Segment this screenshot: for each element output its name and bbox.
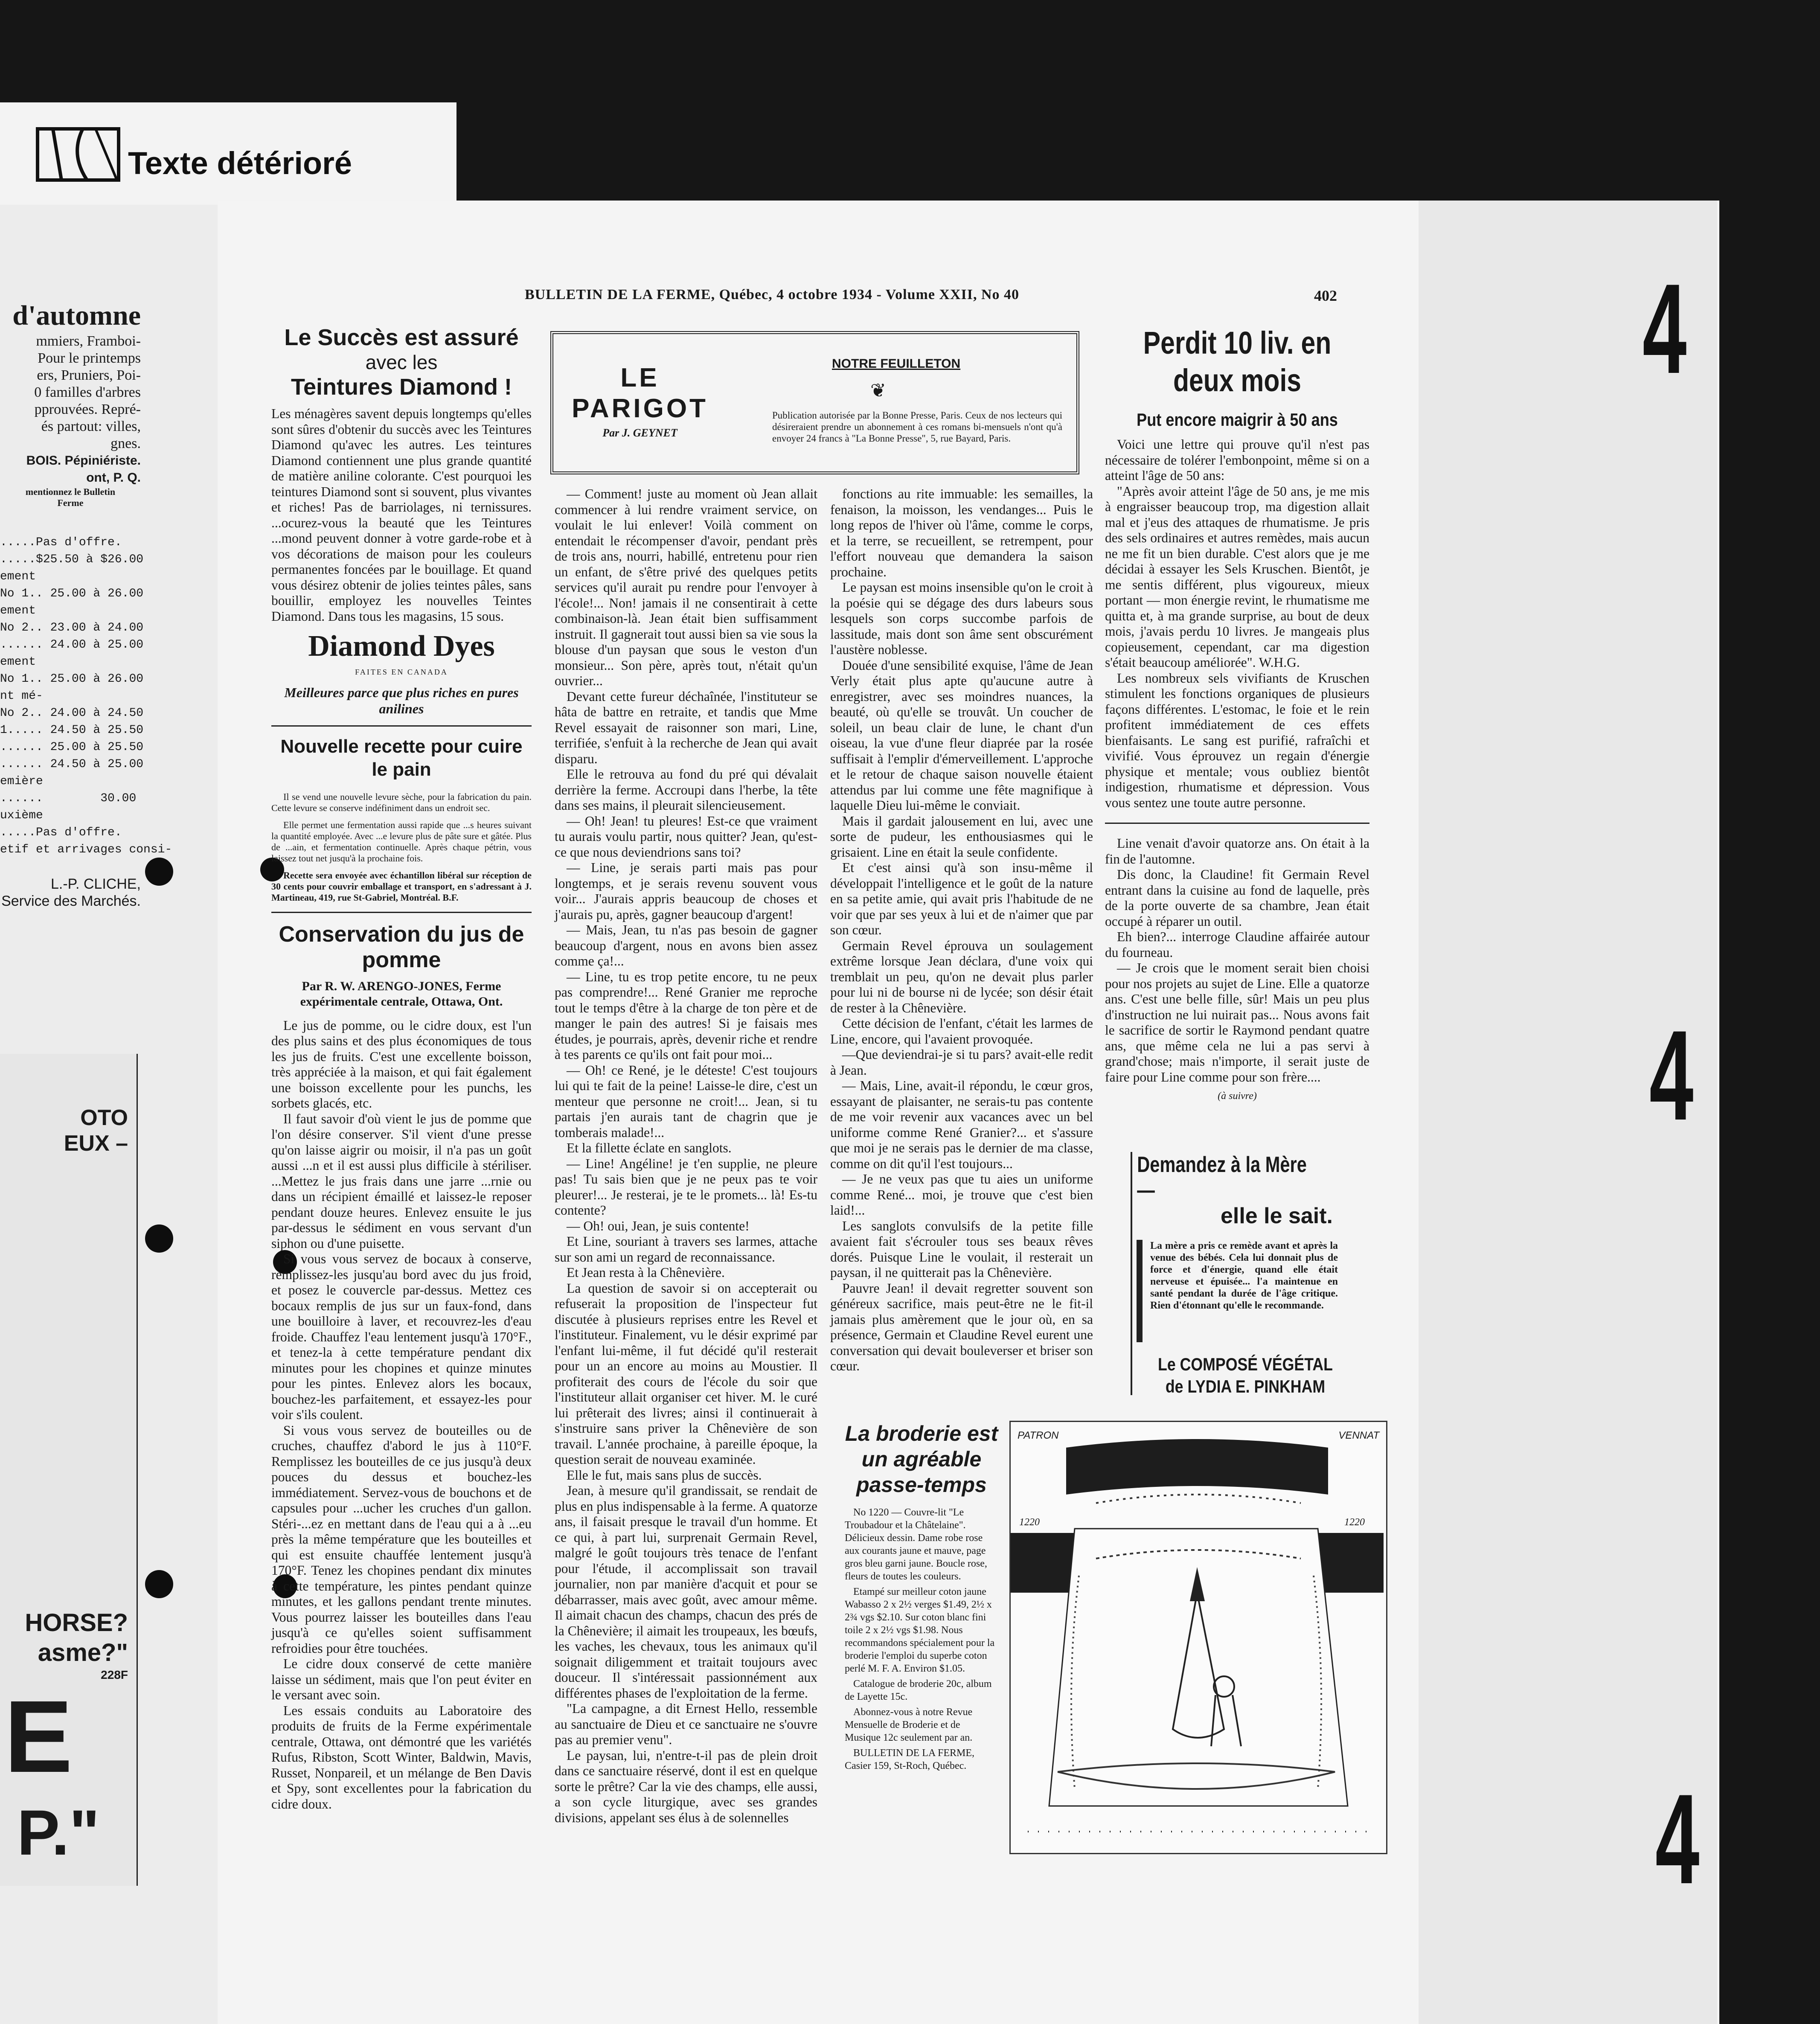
feuilleton-section-label: NOTRE FEUILLETON	[832, 357, 961, 371]
column-1	[271, 324, 532, 1812]
ornament-icon: ❦	[870, 380, 886, 401]
market-row: .....$25.50 à $26.00	[0, 553, 144, 566]
pattern-label-1: PATRON	[1018, 1430, 1059, 1441]
lydia-title-2: elle le sait.	[1220, 1204, 1333, 1228]
article-paragraph: Si vous vous servez de bocaux à conserve, remplissez-les jusqu'au bord avec du jus froid, et posez le couvercle par-dessus. Mettez ces bocaux remplis de jus sur un faux-fond, dans une bouilloire à laver, et recouvrez-les d'eau froide. Chauffez l'eau lentement jusqu'à 170°F., et tenez-la à cette température pendant dix minutes pour les chopines et quinze minutes pour les pintes. Enlevez alors les bocaux, bouchez-les parfaitement, et essayez-les pour voir s'ils coulent.	[271, 1251, 532, 1422]
market-row: emière	[0, 775, 43, 788]
prev-ad-line: mmiers, Framboi-	[36, 333, 141, 349]
punch-hole	[145, 1570, 173, 1598]
feuilleton-paragraph: — Je ne veux pas que tu aies un uniforme comme René... moi, je trouve que c'est bien laid!...	[830, 1172, 1093, 1218]
diamond-ad-body: Les ménagères savent depuis longtemps qu'elles sont sûres d'obtenir du succès avec les Teintures Diamond qu'avec les autres. Les teintures Diamond contiennent une plus grande quantité de matière aniline colorante. C'est pourquoi les teintures Diamond sont si souvent, plus vivantes et riches! Pas de barriolages, ni ternissures. ...ocurez-vous la beauté que les Teintures ...mond peuvent donner à votre garde-robe et à vos décorations de maison pour les couleurs permanentes foncées par le bouillage. Et quand vous désirez obtenir de jolies teintes pâles, sans bouillir, employez les nouvelles Teintes Diamond. Dans tous les magasins, 15 sous.	[271, 406, 532, 624]
feuilleton-paragraph: Devant cette fureur déchaînée, l'instituteur se hâta de battre en retraite, et tandis que Mme Revel essayait de raisonner son mari, Line, terrifiée, s'enfuit à la recherche de Jean qui avait disparu.	[555, 689, 817, 766]
feuilleton-paragraph: Eh bien?... interroge Claudine affairée autour du fourneau.	[1105, 929, 1369, 960]
feuilleton-paragraph: Jean, à mesure qu'il grandissait, se rendait de plus en plus indispensable à la ferme. A quatorze ans, il faisait presque le travail d'un homme. Et ce qui, à part lui, surprenait Germain Revel, malgré le goût toujours très tenace de l'enfant pour l'étude, il accomplissait son travail journalier, non par manière d'acquit et pour se débarrasser, mais avec goût, avec amour même. Il aimait chacun des champs, chacun des prés de la Chênevière; il aimait les troupeaux, les bœufs, les vaches, les chevaux, tous les animaux qu'il soignait diligemment et traitait toujours avec douceur. Il s'intéressait passionnément aux différentes phases de l'exploitation de la ferme.	[555, 1483, 817, 1701]
feuilleton-paragraph: Elle le fut, mais sans plus de succès.	[567, 1467, 762, 1483]
feuilleton-paragraph: Elle le retrouva au fond du pré qui dévalait derrière la ferme. Accroupi dans l'herbe, la tête dans ses mains, il pleurait silencieusement.	[555, 767, 817, 813]
feuilleton-paragraph: Douée d'une sensibilité exquise, l'âme de Jean Verly était plus apte qu'aucune autre à enregistrer, avec ses moindres nuances, la beauté, où qu'elle se trouvât. Un coucher de soleil, un beau clair de lune, le chant d'un oiseau, la vue d'une fleur diaprée par la rosée suffisait à l'emplir d'émerveillement. L'approche et le retour de chaque saison nouvelle étaient attendus par lui comme une fête magnifique à laquelle Dieu lui-même le conviait.	[830, 657, 1093, 813]
feuilleton-paragraph: Pauvre Jean! il devait regretter souvent son généreux sacrifice, mais peut-être ne le fit-il jamais plus amèrement que le jour où, en sa présence, Germain et Claudine Revel eurent une conversation qui devait bouleverser et briser son cœur.	[830, 1280, 1093, 1373]
marker-4: 4	[1643, 257, 1687, 400]
bread-ad-p2: Elle permet une fermentation aussi rapide que ...s heures suivant la quantité employée. Avec ...e levure plus de pâte sure et gâtée. Plus de ...ain, et fermentation continuelle. Après chaque pétrin, vous laissez tout net jusqu'à la prochaine fois.	[271, 819, 532, 864]
feuilleton-paragraph: Germain Revel éprouva un soulagement extrême lorsque Jean déclara, d'une voix qui tremblait un peu, qu'on ne devait plus parler pour lui ni de bourse ni de lycée; son désir était de rester à la Chênevière.	[830, 938, 1093, 1015]
prev-ad-line: 0 familles d'arbres	[34, 384, 141, 400]
broderie-body	[845, 1506, 998, 1772]
prev-ad-note	[0, 486, 141, 509]
strip-text-3: HORSE?	[25, 1609, 128, 1637]
market-sign-line: Service des Marchés.	[1, 893, 141, 909]
prev-ad-sign	[0, 452, 141, 486]
feuilleton-paragraph: Et Jean resta à la Chênevière.	[567, 1265, 725, 1280]
market-row: 1..... 24.50 à 25.50	[0, 724, 144, 737]
marker-4: 4	[1655, 1767, 1700, 1911]
bread-ad-p3: Recette sera envoyée avec échantillon libéral sur réception de 30 cents pour couvrir emballage et transport, en s'adressant à J. Martineau, 419, rue St-Gabriel, Montréal. B.F.	[271, 870, 532, 903]
bread-ad-p1: Il se vend une nouvelle levure sèche, pour la fabrication du pain. Cette levure se conserve indéfiniment dans un endroit sec.	[271, 791, 532, 813]
feuilleton-paragraph: — Mais, Jean, tu n'as pas besoin de gagner beaucoup d'argent, nous en avons bien assez comme ça!...	[555, 922, 817, 968]
feuilleton-paragraph: Et c'est ainsi qu'à son insu-même il développait l'intelligence et le goût de la nature en sa petite amie, qui avait pris l'habitude de ne voir que par ses yeux à lui et de n'aimer que par son cœur.	[830, 860, 1093, 937]
pattern-label-2: VENNAT	[1338, 1430, 1379, 1441]
feuilleton-paragraph: — Oh! oui, Jean, je suis contente!	[567, 1218, 750, 1233]
feuilleton-paragraph: Et Line, souriant à travers ses larmes, attache sur son ami un regard de reconnaissance.	[555, 1234, 817, 1265]
broderie-paragraph: Abonnez-vous à notre Revue Mensuelle de Broderie et de Musique 12c seulement par an.	[845, 1707, 973, 1743]
lydia-title-1: Demandez à la Mère—	[1137, 1152, 1307, 1203]
broderie-article	[845, 1421, 998, 1775]
market-row: etif et arrivages consi-	[0, 843, 172, 856]
diamond-ad-title-1: Le Succès est assuré	[284, 325, 519, 350]
feuilleton-paragraph: fonctions au rite immuable: les semailles, la fenaison, la moisson, les vendanges... Puis le long repos de l'hiver où l'âme, comme le corps, et la terre, se recueillent, se retrempent, pour l'effort nouveau que demandera la saison prochaine.	[830, 486, 1093, 579]
market-row: .....Pas d'offre.	[0, 536, 122, 549]
previous-page-advert-strip	[0, 1054, 138, 1886]
kruschen-paragraph: "Après avoir atteint l'âge de 50 ans, je me mis à engraisser beaucoup trop, ma digestion allait mal et j'eus des attaques de rhumatisme. Je pris des sels ordinaires et autres remèdes, mais aucun ne me fit un bien durable. C'est alors que je me décidai à essayer les Sels Kruschen. Bientôt, je me sentis différent, plus vigoureux, mieux portant — mon énergie revint, le rhumatisme me quitta et, à ma grande surprise, au bout de deux mois, j'avais perdu 10 livres. Je mangeais plus copieusement, cependant, car ma digestion s'était beaucoup améliorée". W.H.G.	[1105, 483, 1369, 670]
feuilleton-paragraph: —Que deviendrai-je si tu pars? avait-elle redit à Jean.	[830, 1047, 1093, 1078]
strip-text-2: EUX –	[64, 1131, 128, 1156]
market-row: No 2.. 23.00 à 24.00	[0, 621, 144, 634]
broderie-paragraph: Etampé sur meilleur coton jaune Wabasso 2 x 2½ verges $1.49, 2½ x 2¾ vgs $2.10. Sur coton blanc fini toile 2 x 2½ vgs $1.98. Nous recommandons spécialement pour la broderie l'emploi du superbe coton perlé M. F. A. Environ $1.05.	[845, 1586, 995, 1674]
divider	[271, 725, 532, 727]
feuilleton-paragraph: Line venait d'avoir quatorze ans. On était à la fin de l'automne.	[1105, 836, 1369, 867]
article-paragraph: Les essais conduits au Laboratoire des produits de fruits de la Ferme expérimentale centrale, Ottawa, ont démontré que les variétés Rufus, Ribston, Scott Winter, Baldwin, Mavis, Russet, Nonpareil, et un mélange de Ben Davis et Spy, sont excellentes pour la fabrication du cidre doux.	[271, 1703, 532, 1812]
market-row: ...... 24.00 à 25.00	[0, 638, 144, 651]
feuilleton-title: LE PARIGOT	[572, 363, 708, 423]
lydia-brand-2: de LYDIA E. PINKHAM	[1165, 1376, 1326, 1396]
feuilleton-column-c	[1105, 836, 1369, 1085]
market-row: No 1.. 25.00 à 26.00	[0, 672, 144, 686]
feuilleton-paragraph: — Line, je serais parti mais pas pour longtemps, et je serais revenu souvent vous voir... J'aurais appris beaucoup de choses et j'aurais pu, après, gagner beaucoup d'argent!	[555, 860, 817, 922]
article-paragraph: Si vous vous servez de bouteilles ou de cruches, chauffez d'abord le jus à 110°F. Remplissez les bouteilles de ce jus jusqu'à deux pouces du dessus et bouchez-les immédiatement. Servez-vous de bouchons et de capsules pour ...ucher les cruches d'un gallon. Stéri-...ez en mettant dans de l'eau qui a à ...eu près la même température que les bouteilles et qui est ensuite chauffée lentement jusqu'à 170°F. Tenez les chopines pendant dix minutes à cette température, les pintes pendant quinze minutes, et les gallons pendant trente minutes. Vous pourrez laisser les bouteilles dans l'eau jusqu'à ce qu'elles soient suffisamment refroidies pour être touchées.	[271, 1422, 532, 1656]
previous-page-column	[0, 299, 172, 910]
kruschen-subtitle: Put encore maigrir à 50 ans	[1137, 410, 1338, 430]
market-row: ement	[0, 655, 36, 669]
broderie-paragraph: Catalogue de broderie 20c, album de Layette 15c.	[845, 1678, 992, 1702]
article-byline-2: expérimentale centrale, Ottawa, Ont.	[300, 994, 503, 1009]
feuilleton-paragraph: — Line, tu es trop petite encore, tu ne peux pas comprendre!... René Granier me reproche tout le temps d'être à la charge de ton père et de manger le pain des autres! Si je faisais mes études, je pourrais, après, devenir riche et rendre à tes parents ce qu'ils ont fait pour moi...	[555, 969, 817, 1062]
page-number: 402	[1314, 287, 1337, 304]
strip-text-4: asme?"	[38, 1639, 128, 1666]
article-paragraph: Le jus de pomme, ou le cidre doux, est l'un des plus sains et des plus économiques de tous les jus de fruits. C'est une excellente boisson, très appréciée à la maison, et qui fait également une boisson excellente pour les punchs, les sorbets glacés, etc.	[271, 1018, 532, 1111]
prev-ad-line: pprouvées. Repré-	[34, 401, 141, 417]
article-title: Conservation du jus de pomme	[279, 922, 524, 972]
feuilleton-paragraph: Dis donc, la Claudine! fit Germain Revel entrant dans la cuisine au fond de laquelle, près de la porte ouverte de sa chambre, Jean était occupé à réparer un outil.	[1105, 867, 1369, 929]
bread-ad-title: Nouvelle recette pour cuire le pain	[280, 736, 523, 780]
feuilleton-paragraph: "La campagne, a dit Ernest Hello, ressemble au sanctuaire de Dieu et ce sanctuaire ne s'ouvre pas au premier venu".	[555, 1701, 817, 1747]
feuilleton-publication-note: Publication autorisée par la Bonne Presse, Paris. Ceux de nos lecteurs qui désireraient prendre un abonnement à ces romans bi-mensuels n'ont qu'à envoyer 24 francs à "La Bonne Presse", 5, rue Bayard, Paris.	[772, 410, 1062, 444]
deteriorated-label: Texte détérioré	[128, 145, 352, 181]
masthead: BULLETIN DE LA FERME, Québec, 4 octobre 1934 - Volume XXII, No 40	[525, 287, 1020, 302]
feuilleton-author: Par J. GEYNET	[602, 427, 677, 439]
market-row: ...... 30.00	[0, 792, 137, 805]
feuilleton-paragraph: — Line! Angéline! je t'en supplie, ne pleure pas! Tu sais bien que je ne peux pas te voir pleurer!... Je resterai, je te le promets... là! Es-tu contente?	[555, 1156, 817, 1218]
feuilleton-paragraph: — Oh! ce René, je le déteste! C'est toujours lui qui te fait de la peine! Laisse-le dire, c'est un menteur que personne ne croit!... Jean, si tu partais j'en aurais tant de chagrin que je tomberais malade!...	[555, 1062, 817, 1140]
feuilleton-paragraph: Les sanglots convulsifs de la petite fille avaient fait s'écrouler tous ses beaux rêves dorés. Puisque Line le voulait, il resterait un paysan, il ne quitterait pas la Chênevière.	[830, 1218, 1093, 1280]
punch-hole	[145, 858, 173, 886]
kruschen-title-1: Perdit 10 liv. en	[1143, 325, 1332, 361]
diamond-ad-made: FAITES EN CANADA	[355, 668, 448, 676]
prev-ad-line: ers, Pruniers, Poi-	[37, 367, 141, 383]
broderie-paragraph: No 1220 — Couvre-lit "Le Troubadour et la Châtelaine". Délicieux dessin. Dame robe rose aux courants jaune et mauve, page gros bleu garni jaune. Boucle rose, fleurs de toutes les couleurs.	[845, 1507, 987, 1582]
market-row: nt mé-	[0, 689, 43, 703]
market-row: ...... 24.50 à 25.00	[0, 758, 144, 771]
marker-4: 4	[1649, 1003, 1694, 1147]
feuilleton-paragraph: Le paysan, lui, n'entre-t-il pas de plein droit dans ce sanctuaire réservé, dont il est en quelque sorte le prêtre? Car la vie des champs, elle aussi, a son cycle liturgique, avec ses grandes divisions, appelant ses élus à de solennelles	[555, 1748, 817, 1825]
diamond-ad-title-3: Teintures Diamond !	[291, 374, 512, 400]
feuilleton-paragraph: Mais il gardait jalousement en lui, avec une sorte de pudeur, les enthousiasmes qui le grisaient. Line en était la seule confidente.	[830, 813, 1093, 860]
broderie-title: La broderie est un agréable passe-temps	[845, 1422, 998, 1497]
lydia-brand-1: Le COMPOSÉ VÉGÉTAL	[1158, 1354, 1333, 1374]
feuilleton-paragraph: Et la fillette éclate en sanglots.	[567, 1140, 732, 1155]
divider	[1105, 823, 1369, 824]
kruschen-title-2: deux mois	[1173, 363, 1302, 398]
kruschen-paragraph: Les nombreux sels vivifiants de Kruschen stimulent les fonctions organiques de plusieurs façons différentes. L'estomac, le foie et le rein profitent immédiatement de ces effets bienfaisants. Le sang est purifié, rafraîchi et vivifié. Vous éprouvez un regain d'énergie physique et mentale; vous oubliez bientôt indigestion, rhumatisme et dépression. Vous vous sentez une toute autre personne.	[1105, 670, 1369, 810]
kruschen-body	[1105, 437, 1369, 811]
strip-text-7: P."	[17, 1797, 100, 1868]
article-byline-1: Par R. W. ARENGO-JONES, Ferme	[302, 979, 501, 993]
punch-hole	[145, 1224, 173, 1253]
pattern-number-1: 1220	[1019, 1517, 1040, 1528]
market-row: .....Pas d'offre.	[0, 826, 122, 839]
to-follow: (à suivre)	[1218, 1091, 1257, 1102]
market-row: ement	[0, 604, 36, 617]
kruschen-paragraph: Voici une lettre qui prouve qu'il n'est pas nécessaire de tolérer l'embonpoint, même si on a atteint l'âge de 50 ans:	[1105, 437, 1369, 483]
feuilleton-paragraph: Cette décision de l'enfant, c'était les larmes de Line, encore, qui l'avaient provoquée.	[830, 1016, 1093, 1047]
diamond-ad-slogan: Meilleures parce que plus riches en pures anilines	[284, 684, 519, 716]
diamond-ad-brand: Diamond Dyes	[308, 630, 495, 663]
prev-ad-line: Pour le printemps	[38, 350, 141, 366]
deteriorated-text-icon	[36, 120, 121, 184]
prev-ad-sign-line: ont, P. Q.	[86, 471, 141, 485]
market-row: ement	[0, 570, 36, 583]
strip-text-1: OTO	[80, 1105, 128, 1130]
market-row: No 2.. 24.00 à 24.50	[0, 707, 144, 720]
prev-ad-lines	[0, 333, 141, 452]
lydia-pinkham-ad	[1131, 1152, 1358, 1395]
embroidery-drawing-icon	[1011, 1422, 1384, 1850]
strip-text-5: 228F	[101, 1668, 128, 1681]
strip-text-6: E	[4, 1679, 73, 1794]
market-prices	[0, 534, 172, 858]
feuilleton-paragraph: La question de savoir si on accepterait ou refuserait la proposition de l'inspecteur fut discutée à plusieurs reprises entre les Revel et l'instituteur. Finalement, vu le désir exprimé par l'enfant lui-même, il fut décidé qu'il resterait pour un an encore au moins au Moustier. Il profiterait des cours de l'école du soir que l'instituteur allait organiser cet hiver. M. le curé lui prêterait des livres; ainsi il continuerait à s'instruire sans priver la Chênevière de son travail. L'année prochaine, à pareille époque, la question serait de nouveau examinée.	[555, 1280, 817, 1467]
market-sign	[0, 875, 141, 910]
prev-ad-note-line: Ferme	[57, 497, 84, 508]
market-sign-line: L.-P. CLICHE,	[50, 876, 141, 892]
prev-ad-heading: d'automne	[12, 300, 141, 331]
prev-ad-note-line: mentionnez le Bulletin	[25, 486, 116, 497]
article-paragraph: Il faut savoir d'où vient le jus de pomme que l'on désire conserver. S'il vient d'une presse qu'on laisse aigrir ou moisir, il n'a pas un goût aussi ...n et il est aussi plus difficile à stériliser. ...Mettez le jus frais dans une jarre ...rnie ou dans un récipient émaillé et laissez-le reposer pendant douze heures. Enlevez ensuite le jus par-dessus le sédiment en vous servant d'un siphon ou d'une puisette.	[271, 1111, 532, 1251]
broderie-paragraph: BULLETIN DE LA FERME, Casier 159, St-Roch, Québec.	[845, 1748, 974, 1771]
feuilleton-paragraph: — Je crois que le moment serait bien choisi pour nos projets au sujet de Line. Elle a quatorze ans. C'est une belle fille, sûr! Mais un peu plus d'instruction ne lui nuirait pas... Nous avons fait le sacrifice de sortir le Raymond pendant quatre ans, que même cela ne lui a pas servi à grand'chose; mais n'importe, il serait juste de faire pour Line comme pour son frère....	[1105, 960, 1369, 1085]
pattern-number-2: 1220	[1344, 1517, 1365, 1528]
article-body	[271, 1018, 532, 1812]
feuilleton-paragraph: — Oh! Jean! tu pleures! Est-ce que vraiment tu aurais voulu partir, nous quitter? Jean, qu'est-ce que nous deviendrions sans toi?	[555, 813, 817, 860]
market-row: ...... 25.00 à 25.50	[0, 741, 144, 754]
market-row: No 1.. 25.00 à 26.00	[0, 587, 144, 600]
lydia-body: La mère a pris ce remède avant et après la venue des bébés. Cela lui donnait plus de force et d'énergie, quand elle était nerveuse et épuisée... l'a maintenue en santé pendant la durée de l'âge critique. Rien d'étonnant qu'elle le recommande.	[1150, 1240, 1338, 1311]
feuilleton-paragraph: — Comment! juste au moment où Jean allait commencer à lui rendre vraiment service, on voulait le lui enlever! Voilà comment on entendait le récompenser d'avoir, pendant près de trois ans, nourri, habillé, entretenu pour rien un enfant, de s'être privé des quelques petits services qu'il aurait pu rendre pour l'envoyer à l'école!... Non! jamais il ne consentirait à cette combinaison-là. Jean était bien suffisamment instruit. Il gagnerait tout aussi bien sa vie sous la blouse d'un paysan que sous le veston d'un monsieur... Son père, après tout, n'était qu'un ouvrier...	[555, 486, 817, 688]
feuilleton-column-a	[555, 486, 817, 1826]
feuilleton-paragraph: — Mais, Line, avait-il répondu, le cœur gros, essayant de plaisanter, ne serais-tu pas contente de me voir revenir aux vacances avec un bel uniforme comme René Granier?... et s'assure que moi je ne serais pas le dernier de ma classe, comme on dit qu'il l'est toujours...	[830, 1078, 1093, 1171]
prev-ad-line: és partout: villes,	[41, 419, 141, 434]
article-paragraph: Le cidre doux conservé de cette manière laisse un sédiment, mais que l'on peut éviter en le versant avec soin.	[271, 1656, 532, 1702]
column-4	[1105, 324, 1369, 1104]
prev-ad-sign-line: BOIS. Pépiniériste.	[26, 454, 141, 468]
prev-ad-line: gnes.	[110, 436, 141, 451]
embroidery-pattern	[1009, 1421, 1387, 1854]
feuilleton-paragraph: Le paysan est moins insensible qu'on le croit à la poésie qui se dégage des durs labeurs sous lesquels son corps succombe parfois de lassitude, mais dont son âme sent obscurément l'austère noblesse.	[830, 580, 1093, 657]
divider	[271, 912, 532, 913]
lydia-bar	[1137, 1240, 1143, 1342]
diamond-ad-title-2: avec les	[365, 351, 438, 373]
feuilleton-column-b	[830, 486, 1093, 1374]
market-row: uxième	[0, 809, 43, 822]
